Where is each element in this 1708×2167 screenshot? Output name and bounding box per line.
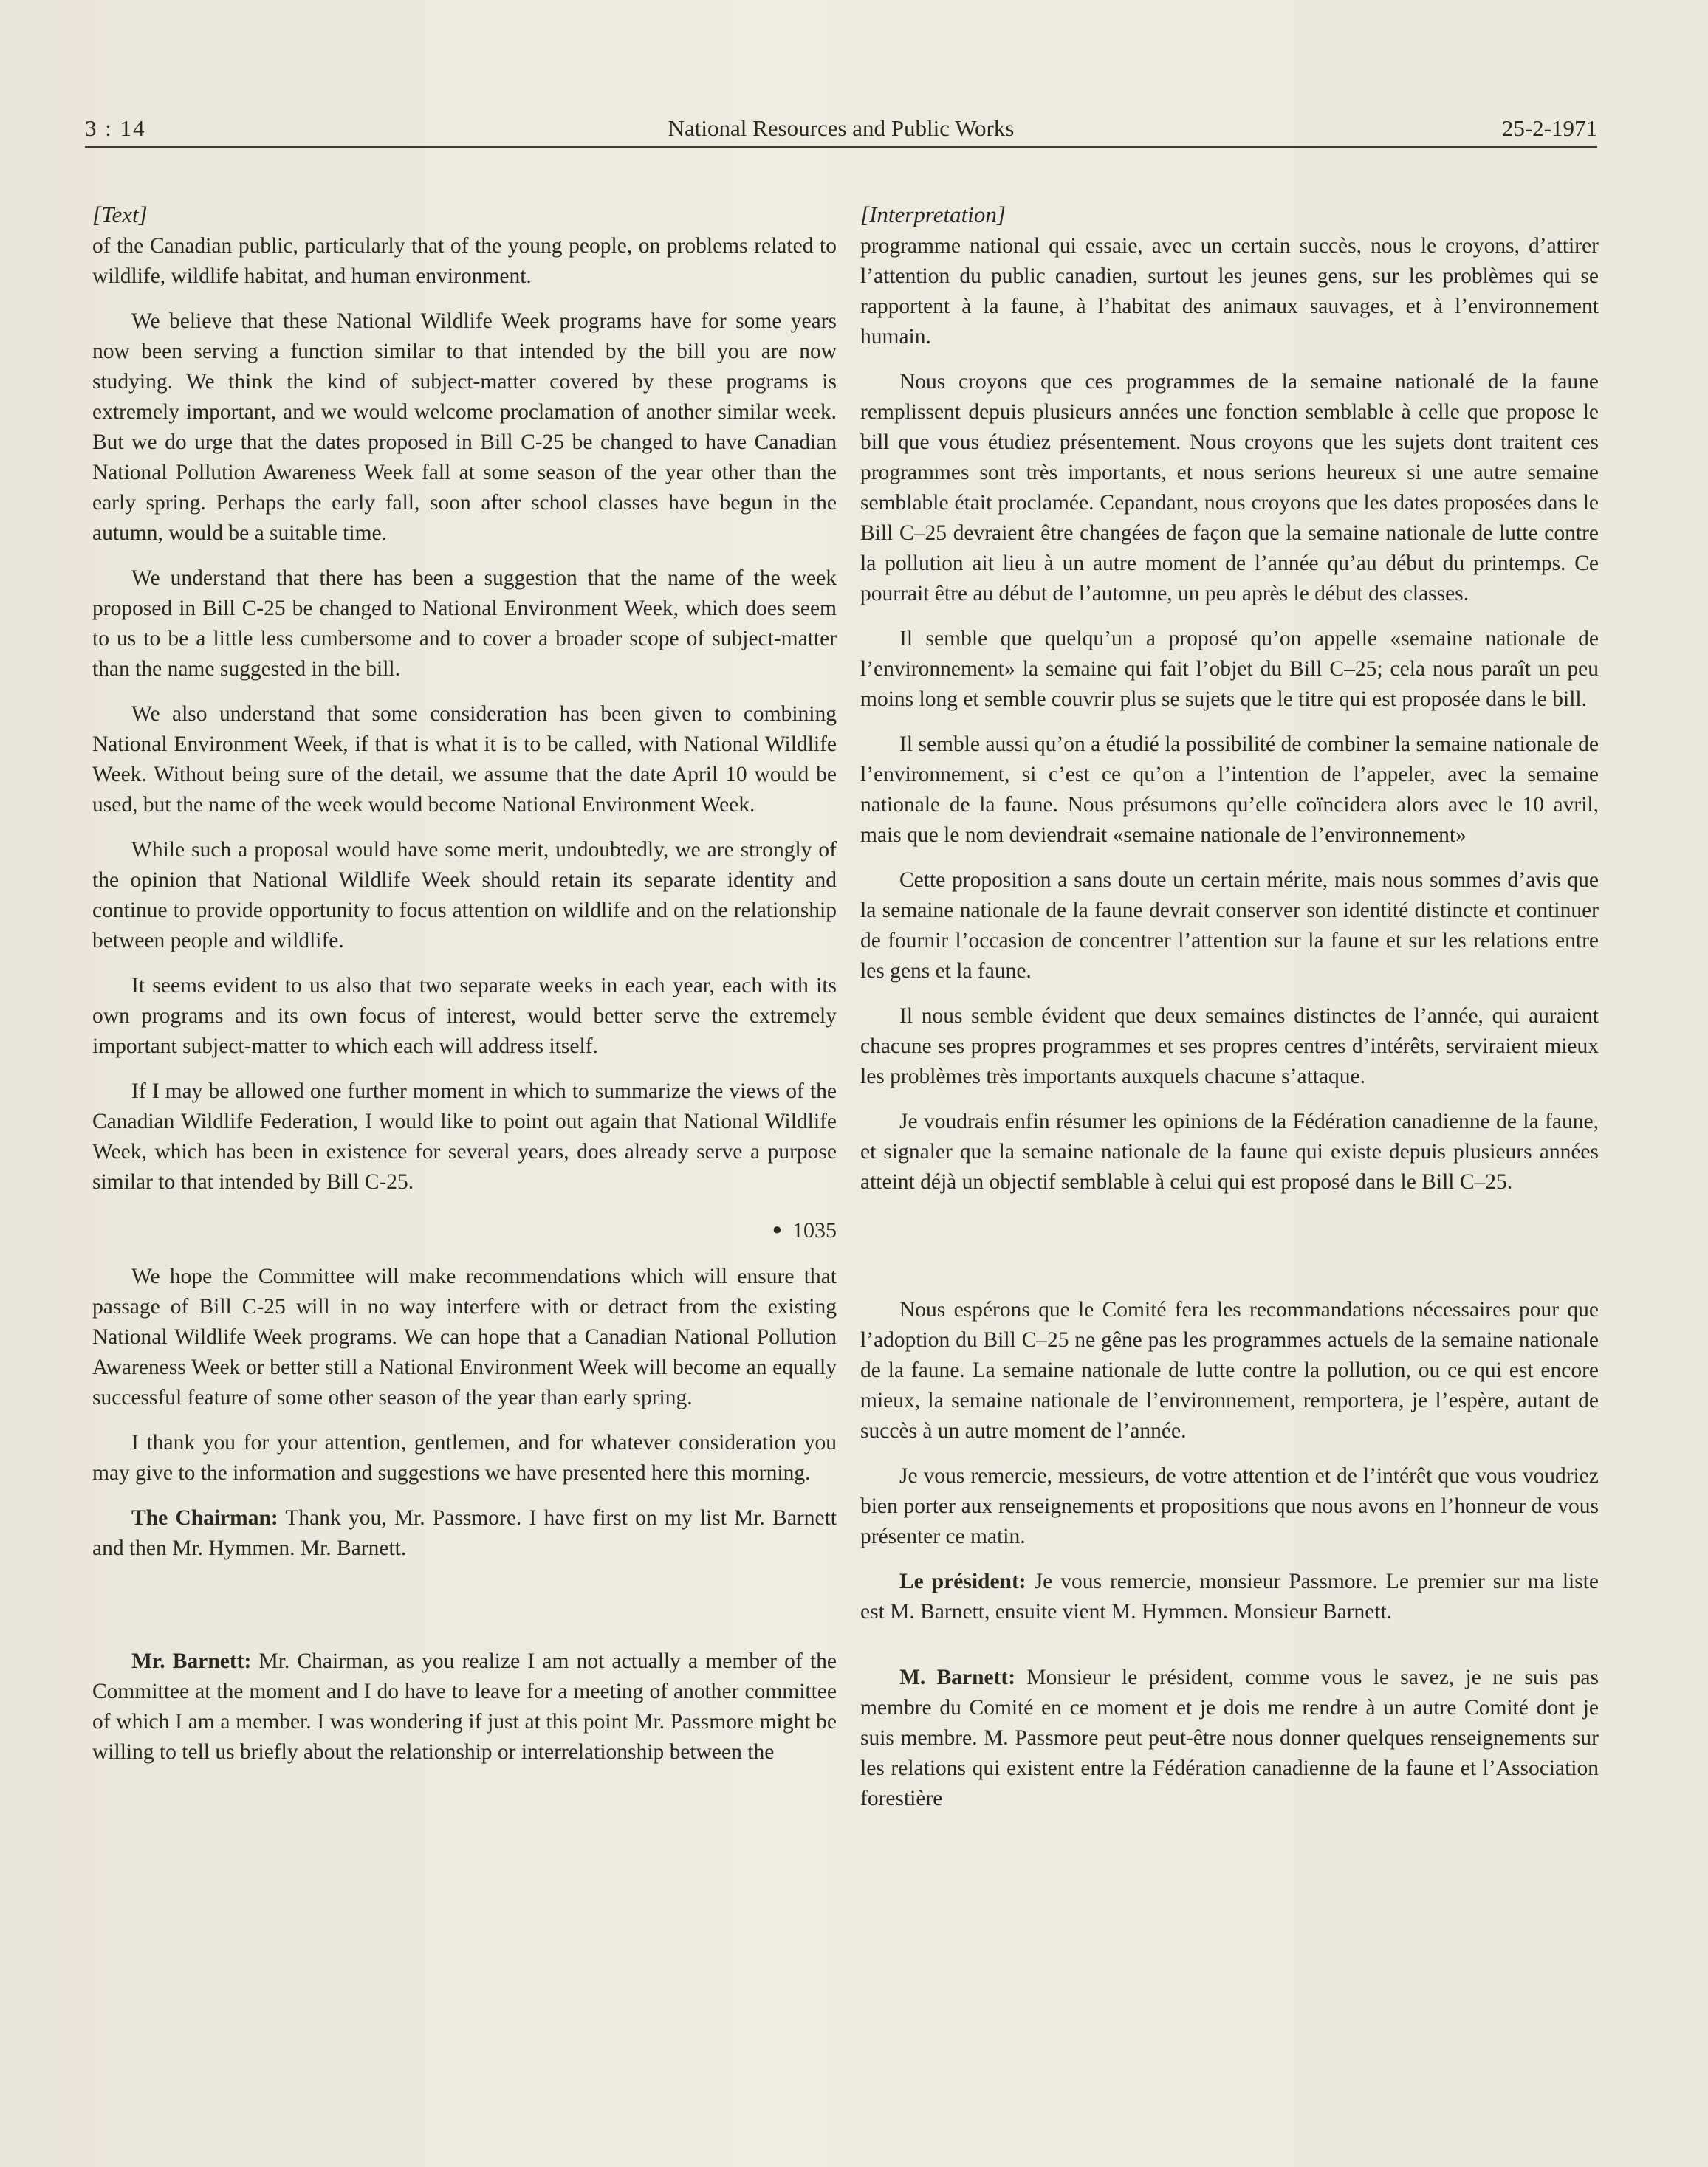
paragraph: Je voudrais enfin résumer les opinions de la Fédération canadienne de la faune, et signaler que la semaine nationale de la faune qui existe depuis plusieurs années atteint déjà un objectif semblable à celui qui est proposé dans le Bill C–25. — [860, 1110, 1599, 1194]
paragraph: Je vous remercie, messieurs, de votre attention et de l’intérêt que vous voudriez bien porter aux renseignements et propositions que nous avons en l’honneur de vous présenter ce matin. — [860, 1464, 1599, 1548]
speaker-paragraph — [860, 1663, 1599, 1814]
paragraph: It seems evident to us also that two separate weeks in each year, each with its own programs and its own focus of interest, would better serve the extremely important subject-matter to which each will address itself. — [92, 974, 837, 1058]
speech-text: Thank you, Mr. Passmore. I have first on my list Mr. Barnett and then Mr. Hymmen. Mr. Barnett. — [92, 1506, 837, 1560]
speech-text: Monsieur le président, comme vous le savez, je ne suis pas membre du Comité en ce moment et je dois me rendre à un autre Comité dont je suis membre. M. Passmore peut peut-être nous donner quelques renseignements sur les relations qui existent entre la Fédération canadienne de la faune et l’Association forestière — [860, 1666, 1599, 1810]
paragraph: Nous croyons que ces programmes de la semaine nationalé de la faune remplissent depuis plusieurs années une fonction semblable à celle que propose le bill que vous étudiez présentement. Nous croyons que les sujets dont traitent ces programmes sont très importants, et nous serions heureux si une autre semaine semblable était proclamée. Cepandant, nous croyons que les dates proposées dans le Bill C–25 devraient être changées de façon que la semaine nationale de lutte contre la pollution ait lieu à un autre moment de l’année qu’au début du printemps. Ce pourrait être au début de l’automne, un peu après le début des classes. — [860, 370, 1599, 605]
speaker-name: M. Barnett: — [899, 1666, 1016, 1689]
time-marker-label: 1035 — [792, 1218, 837, 1243]
english-column — [92, 199, 837, 1782]
speaker-name: Le président: — [899, 1570, 1026, 1593]
speaker-paragraph — [92, 1646, 837, 1768]
paragraph: If I may be allowed one further moment in which to summarize the views of the Canadian Wildlife Federation, I would like to point out again that National Wildlife Week, which has been in existence for several years, does already serve a purpose similar to that intended by Bill C-25. — [92, 1079, 837, 1194]
page-number: 3 : 14 — [85, 115, 146, 141]
bullet-icon: ● — [772, 1220, 782, 1238]
paragraph: We hope the Committee will make recommendations which will ensure that passage of Bill C-25 will in no way interfere with or detract from the existing National Wildlife Week programs. We can hope that a Canadian National Pollution Awareness Week or better still a National Environment Week will become an equally successful feature of some other season of the year than early spring. — [92, 1265, 837, 1409]
speech-text: Je vous remercie, monsieur Passmore. Le premier sur ma liste est M. Barnett, ensuite vient M. Hymmen. Monsieur Barnett. — [860, 1570, 1599, 1624]
header-rule — [85, 146, 1597, 148]
speaker-paragraph — [860, 1567, 1599, 1627]
french-column — [860, 199, 1599, 1829]
running-title: National Resources and Public Works — [668, 115, 1015, 141]
paragraph: Nous espérons que le Comité fera les recommandations nécessaires pour que l’adoption du Bill C–25 ne gêne pas les programmes actuels de la semaine nationale de la faune. La semaine nationale de lutte contre la pollution, ou ce qui est encore mieux, la semaine nationale de l’environnement, remportera, je l’espère, autant de succès à un autre moment de l’année. — [860, 1298, 1599, 1443]
speaker-name: Mr. Barnett: — [131, 1649, 252, 1673]
paragraph: programme national qui essaie, avec un certain succès, nous le croyons, d’attirer l’attention du public canadien, surtout les jeunes gens, sur les problèmes qui se rapportent à la faune, à l’habitat des animaux sauvages, et à l’environnement humain. — [860, 234, 1599, 348]
paragraph: Il nous semble évident que deux semaines distinctes de l’année, qui auraient chacune ses propres programmes et ses propres centres d’intérêts, serviraient mieux les problèmes très importants auxquels chacune s’attaque. — [860, 1004, 1599, 1088]
header-date: 25-2-1971 — [1501, 115, 1597, 141]
time-marker — [92, 1214, 837, 1246]
paragraph: We also understand that some consideration has been given to combining National Environment Week, if that is what it is to be called, with National Wildlife Week. Without being sure of the detail, we assume that the date April 10 would be used, but the name of the week would become National Environment Week. — [92, 702, 837, 817]
speech-text: Mr. Chairman, as you realize I am not actually a member of the Committee at the moment and I do have to leave for a meeting of another committee of which I am a member. I was wondering if just at this point Mr. Passmore might be willing to tell us briefly about the relationship or interrelationship between the — [92, 1649, 837, 1764]
paragraph: Il semble que quelqu’un a proposé qu’on appelle «semaine nationale de l’environnement» la semaine qui fait l’objet du Bill C–25; cela nous paraît un peu moins long et semble couvrir plus se sujets que le titre qui est proposée dans le bill. — [860, 627, 1599, 711]
paragraph: I thank you for your attention, gentlemen, and for whatever consideration you may give to the information and suggestions we have presented here this morning. — [92, 1431, 837, 1485]
paragraph: While such a proposal would have some merit, undoubtedly, we are strongly of the opinion that National Wildlife Week should retain its separate identity and continue to provide opportunity to focus attention on wildlife and on the relationship between people and wildlife. — [92, 838, 837, 952]
column-label-text: [Text] — [92, 202, 148, 227]
speaker-paragraph — [92, 1503, 837, 1564]
page-header — [85, 115, 1597, 146]
paragraph: Cette proposition a sans doute un certain mérite, mais nous sommes d’avis que la semaine nationale de la faune devrait conserver son identité distincte et continuer de fournir l’occasion de concentrer l’attention sur la faune et sur les relations entre les gens et la faune. — [860, 868, 1599, 983]
paragraph: We believe that these National Wildlife Week programs have for some years now been serving a function similar to that intended by the bill you are now studying. We think the kind of subject-matter covered by these programs is extremely important, and we would welcome proclamation of another similar week. But we do urge that the dates proposed in Bill C-25 be changed to have Canadian National Pollution Awareness Week fall at some season of the year other than the early spring. Perhaps the early fall, soon after school classes have begun in the autumn, would be a suitable time. — [92, 309, 837, 545]
speaker-name: The Chairman: — [131, 1506, 278, 1530]
paragraph: We understand that there has been a suggestion that the name of the week proposed in Bill C-25 be changed to National Environment Week, which does seem to us to be a little less cumbersome and to cover a broader scope of subject-matter than the name suggested in the bill. — [92, 566, 837, 681]
paragraph: of the Canadian public, particularly that of the young people, on problems related to wildlife, wildlife habitat, and human environment. — [92, 234, 837, 288]
column-label-interpretation: [Interpretation] — [860, 202, 1006, 227]
paragraph: Il semble aussi qu’on a étudié la possibilité de combiner la semaine nationale de l’environnement, si c’est ce qu’on a l’intention de l’appeler, avec la semaine nationale de la faune. Nous présumons qu’elle coïncidera alors avec le 10 avril, mais que le nom deviendrait «semaine nationale de l’environnement» — [860, 732, 1599, 847]
